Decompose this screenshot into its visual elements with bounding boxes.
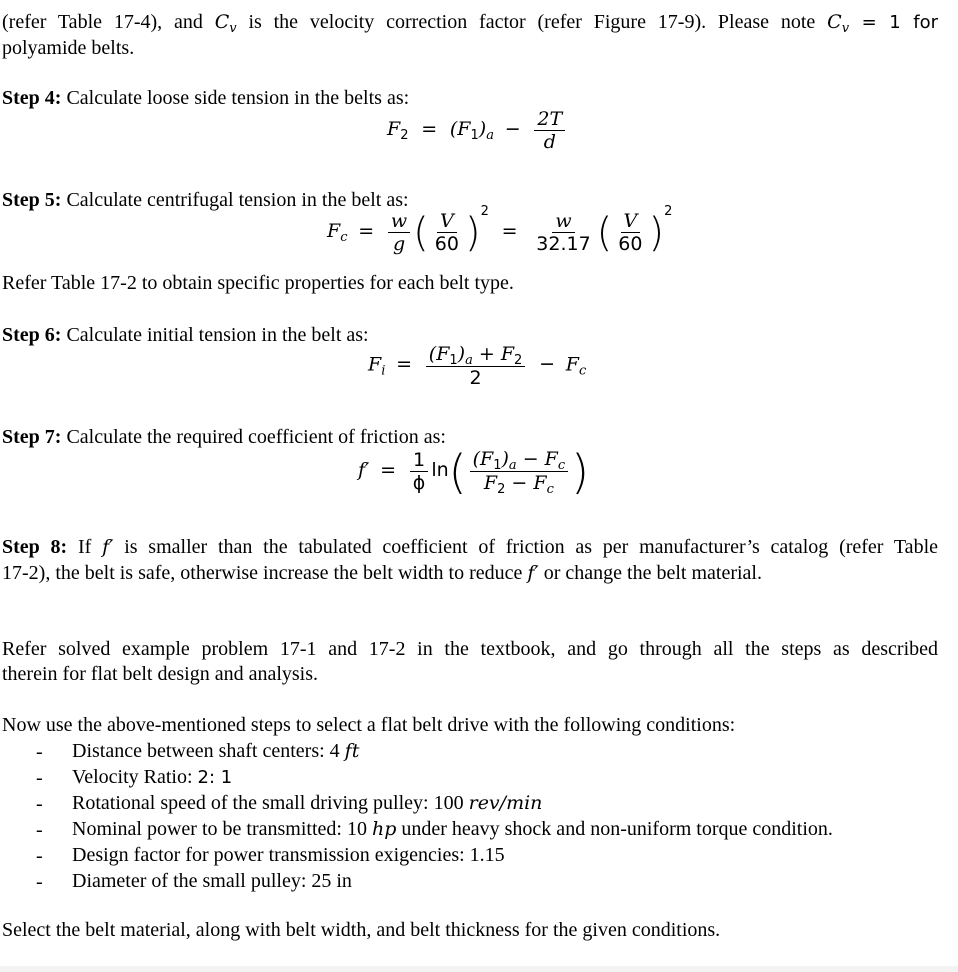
equation-step5: $F_c$ = $\frac{w}{g}$ ( $\frac{V}{60}$ )$^2$ = $\frac{w}{32.17}$ ( $\frac{V}{60}$ )$^2$ (327, 203, 673, 256)
refer-line-2: therein for flat belt design and analysis. (2, 663, 319, 685)
step6-heading: Step 6: Calculate initial tension in the belt as: (2, 324, 369, 346)
cv-symbol-2: $C_v$ (827, 11, 850, 36)
equation-step4: $F_2 = (F_1)_a$ − $\frac{2T}{d}$ (387, 108, 568, 153)
equation-step7: f′ = $\frac{1}{\phi}$ ln( $\frac{(F_1)_a - F_c}{F_2 - F_c}$ ) (358, 444, 590, 499)
step8-line-2: 17-2), the belt is safe, otherwise increase the belt width to reduce f′ or change the belt material. (2, 562, 762, 584)
intro-line-2: polyamide belts. (2, 37, 135, 59)
fraction-w-over-g: $\frac{w}{g}$ (388, 210, 410, 255)
fraction-initial-tension: $\frac{(F_1)_a + F_2}{2}$ (426, 343, 526, 389)
conditions-intro: Now use the above-mentioned steps to select a flat belt drive with the following conditions: (2, 714, 736, 736)
fraction-2T-over-d: $\frac{2T}{d}$ (534, 108, 565, 153)
equation-step6: $F_i$ = $\frac{(F_1)_a + F_2}{2}$ − $F_c$ (368, 343, 587, 389)
fraction-1-over-phi: $\frac{1}{\phi}$ (410, 449, 429, 494)
fraction-w-over-32-17: $\frac{w}{32.17}$ (536, 210, 591, 255)
page-bottom-edge (0, 966, 958, 972)
cv-symbol: $C_v$ (214, 11, 237, 36)
step4-heading: Step 4: Calculate loose side tension in the belts as: (2, 87, 410, 109)
step8-line-1: Step 8: If f′ is smaller than the tabulated coefficient of friction as per manufacturer’s catalog (refer Table (2, 536, 938, 558)
document-page: (refer Table 17-4), and $C_v$ is the velocity correction factor (refer Figure 17-9). Please note $C_v = 1$ for polyamide belts. Step 4: Calculate loose side tension in the belts as: $F_2 = (F_1)_a$ − $\frac{2T}{d}$ Step 5: Calculate centrifugal tension in the belt as: $F_c$ = $\frac{w}{g}$ ( $\frac{V}{60}$ )$^2$ = $\frac{w}{32.17}$ ( $\frac{V}{60}$ )$^2$ Refer Table 17-2 to obtain specific properties for each belt type. Step 6: Calculate initial tension in the belt as: $F_i$ = $\frac{(F_1)_a + F_2}{2}$ − $F_c$ Step 7: Calculate the required coefficient of friction as: f′ = $\frac{1}{\phi}$ ln( $\frac{(F_1)_a - F_c}{F_2 - F_c}$ ) Step 8: If f′ is smaller than the tabulated coefficient of friction as per manufacturer’s catalog (refer Table 17-2), the belt is safe, otherwise increase the belt width to reduce f′ or change the belt material. Refer solved example problem 17-1 and 17-2 in the textbook, and go through all the steps as described therein for flat belt design and analysis. Now use the above-mentioned steps to select a flat belt drive with the following conditions: - Distance between shaft centers: 4 ft - Velocity Ratio: 2: 1 - Rotational speed of the small driving pulley: 100 rev/min - Nominal power to be transmitted: 10 hp under heavy shock and non-uniform torque condition. - Design factor for power transmission exigencies: 1.15 - Diameter of the small pulley: 25 in Select the belt material, along with belt width, and belt thickness for the given conditions. (0, 0, 958, 972)
step7-heading: Step 7: Calculate the required coefficient of friction as: (2, 426, 446, 448)
step5-note: Refer Table 17-2 to obtain specific properties for each belt type. (2, 272, 514, 294)
intro-line-1 (2, 10, 938, 35)
cv-equals: = 1 for (849, 12, 938, 33)
step5-heading: Step 5: Calculate centrifugal tension in the belt as: (2, 189, 409, 211)
fraction-V-over-60-b: $\frac{V}{60}$ (618, 210, 643, 255)
final-instruction: Select the belt material, along with belt width, and belt thickness for the given conditions. (2, 919, 721, 941)
fraction-V-over-60: $\frac{V}{60}$ (434, 210, 459, 255)
refer-line-1: Refer solved example problem 17-1 and 17-2 in the textbook, and go through all the steps as described (2, 638, 938, 660)
fraction-friction-ratio: $\frac{(F_1)_a - F_c}{F_2 - F_c}$ (470, 448, 569, 495)
intro-text-a: (refer Table 17-4), and (2, 11, 215, 33)
intro-text-b: is the velocity correction factor (refer Figure 17-9). Please note (236, 11, 828, 33)
